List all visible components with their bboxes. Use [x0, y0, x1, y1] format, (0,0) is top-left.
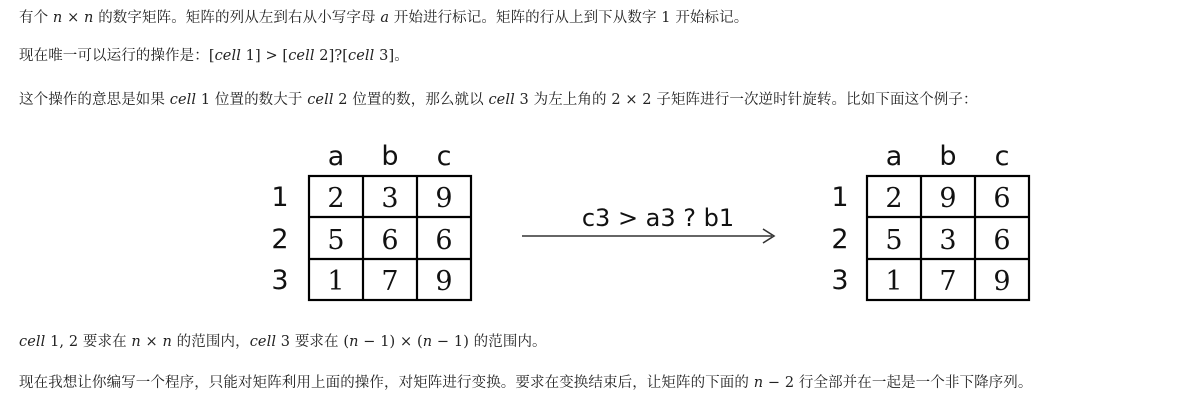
- math-cell: cell: [19, 334, 46, 350]
- task-paragraph: [19, 373, 1032, 393]
- math-cell: cell: [214, 48, 241, 64]
- math-n: n: [52, 10, 63, 26]
- after-cell-c1: 6: [993, 183, 1011, 214]
- math: 3: [514, 92, 529, 108]
- col-label-c: c: [436, 141, 452, 172]
- col-label-a: a: [327, 141, 345, 172]
- col-label-b: b: [381, 141, 399, 172]
- math-times: ×: [140, 334, 163, 350]
- text: 的范围内。: [468, 334, 547, 350]
- math: − 1) × (: [358, 334, 423, 350]
- math: 1: [196, 92, 211, 108]
- row-label-3: 3: [271, 265, 289, 296]
- math-cell: cell: [249, 334, 277, 350]
- math: 2 × 2: [611, 92, 652, 108]
- math-n: n: [422, 334, 433, 350]
- math-n: n: [162, 334, 172, 350]
- before-cell-a3: 1: [327, 266, 345, 297]
- row-label-2: 2: [271, 224, 289, 255]
- math: 3]: [374, 48, 395, 64]
- math-one: 1: [661, 10, 671, 26]
- example-figure: [260, 136, 1040, 312]
- math-cell: cell: [488, 92, 515, 108]
- math-n: n: [84, 10, 94, 26]
- after-cell-a1: 2: [885, 183, 903, 214]
- row-label-1: 1: [271, 182, 289, 213]
- operation-paragraph: [19, 46, 409, 66]
- math-n: n: [131, 334, 141, 350]
- math-cell: cell: [288, 48, 315, 64]
- text: 行全部并在一起是一个非下降序列。: [794, 375, 1033, 391]
- math: 2]?[: [314, 48, 349, 64]
- math-n: n: [349, 334, 359, 350]
- col-label-a: a: [885, 141, 903, 172]
- math: − 2: [763, 375, 795, 391]
- text: 为左上角的: [528, 92, 612, 108]
- before-cell-c1: 9: [435, 183, 453, 214]
- text: 。: [394, 48, 409, 64]
- after-cell-a3: 1: [885, 266, 903, 297]
- before-cell-a1: 2: [327, 183, 345, 214]
- text: 开始标记。: [670, 10, 749, 26]
- math: 3: [276, 334, 291, 350]
- text: 现在唯一可以运行的操作是：: [19, 48, 209, 64]
- text: 现在我想让你编写一个程序，只能对矩阵利用上面的操作，对矩阵进行变换。要求在变换结束后，让矩阵的下面的: [19, 375, 754, 391]
- text: 要求在: [290, 334, 344, 350]
- math-a: a: [380, 10, 390, 26]
- col-label-b: b: [939, 141, 957, 172]
- text: 子矩阵进行一次逆时针旋转。比如下面这个例子：: [651, 92, 978, 108]
- math: [: [208, 48, 215, 64]
- before-cell-b2: 6: [381, 225, 399, 256]
- row-label-2: 2: [831, 224, 849, 255]
- math: − 1): [432, 334, 469, 350]
- after-cell-b1: 9: [939, 183, 957, 214]
- row-label-1: 1: [831, 182, 849, 213]
- text: 这个操作的意思是如果: [19, 92, 170, 108]
- text: 位置的数，那么就以: [347, 92, 489, 108]
- row-label-3: 3: [831, 265, 849, 296]
- math-cell: cell: [307, 92, 334, 108]
- after-cell-a2: 5: [885, 225, 903, 256]
- intro-paragraph: [19, 8, 748, 28]
- before-cell-b3: 7: [381, 266, 399, 297]
- text: 要求在: [78, 334, 132, 350]
- operation-label: c3 > a3 ? b1: [581, 204, 735, 232]
- math: 1] > [: [240, 48, 289, 64]
- math-cell: cell: [169, 92, 197, 108]
- before-cell-a2: 5: [327, 225, 345, 256]
- math: 2: [333, 92, 348, 108]
- text: 的范围内，: [171, 334, 250, 350]
- math-cell: cell: [348, 48, 375, 64]
- text: 有个: [19, 10, 53, 26]
- explanation-paragraph: [19, 90, 978, 110]
- math-n: n: [753, 375, 764, 391]
- after-cell-c3: 9: [993, 266, 1011, 297]
- before-cell-b1: 3: [381, 183, 399, 214]
- after-cell-b3: 7: [939, 266, 957, 297]
- before-cell-c3: 9: [435, 266, 453, 297]
- after-cell-b2: 3: [939, 225, 957, 256]
- text: 位置的数大于: [210, 92, 308, 108]
- text: 开始进行标记。矩阵的行从上到下从数字: [389, 10, 662, 26]
- constraint-paragraph: [19, 332, 547, 352]
- math: 1, 2: [45, 334, 79, 350]
- text: 的数字矩阵。矩阵的列从左到右从小写字母: [93, 10, 381, 26]
- math-times: ×: [62, 10, 85, 26]
- math: (: [343, 334, 350, 350]
- after-cell-c2: 6: [993, 225, 1011, 256]
- before-cell-c2: 6: [435, 225, 453, 256]
- col-label-c: c: [994, 141, 1010, 172]
